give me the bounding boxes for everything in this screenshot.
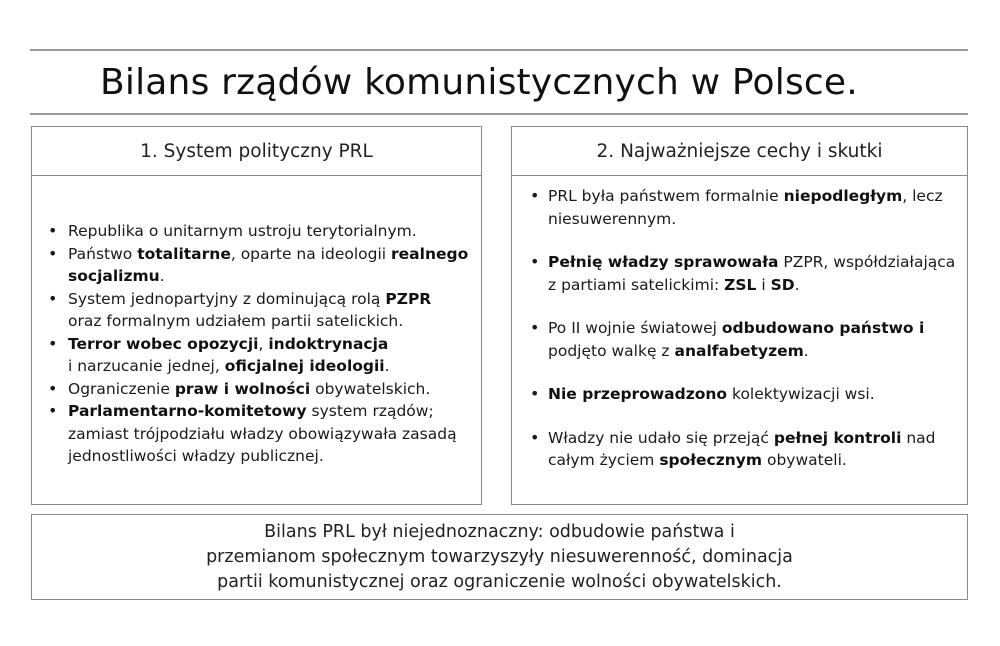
item-text: Republika o unitarnym ustroju terytorialnym.: [68, 222, 417, 240]
item-text: Po II wojnie światowej: [548, 319, 722, 337]
emphasis-text: Parlamentarno-komitetowy: [68, 402, 307, 420]
item-text: oraz formalnym udziałem partii satelickich.: [68, 312, 404, 330]
emphasis-text: SD: [770, 275, 795, 294]
item-text: obywateli.: [762, 451, 847, 469]
emphasis-text: indoktrynacja: [268, 334, 389, 353]
emphasis-text: pełnej kontroli: [773, 428, 902, 447]
political-system-heading: 1. System polityczny PRL: [32, 127, 481, 176]
emphasis-text: społecznym: [659, 451, 763, 469]
political-system-panel: [31, 126, 482, 505]
item-text: PRL była państwem formalnie: [548, 187, 784, 205]
summary-line: przemianom społecznym towarzyszyły niesuwerenność, dominacja: [206, 546, 793, 567]
list-item: [548, 185, 957, 230]
item-text: , oparte na ideologii: [230, 244, 392, 263]
list-item: [66, 400, 469, 468]
item-text: Ograniczenie: [68, 379, 175, 398]
emphasis-text: niepodległym: [783, 187, 903, 205]
emphasis-text: Pełnię władzy sprawowała: [548, 253, 779, 271]
emphasis-text: realnego socjalizmu: [68, 244, 469, 285]
item-text: .: [794, 275, 800, 294]
list-item: [548, 251, 957, 296]
emphasis-text: Nie przeprowadzono: [548, 385, 728, 403]
item-text: System jednopartyjny z dominującą rolą: [68, 289, 386, 308]
summary-line: Bilans PRL był niejednoznaczny: odbudowie państwa i: [264, 521, 735, 542]
page-title: Bilans rządów komunistycznych w Polsce.: [100, 62, 858, 103]
item-text: i narzucanie jednej,: [68, 357, 225, 375]
summary-box: [31, 514, 968, 600]
emphasis-text: odbudowano państwo i: [721, 319, 925, 337]
list-item: [66, 243, 469, 288]
features-effects-list: [512, 176, 967, 472]
political-system-list: [32, 176, 481, 468]
top-divider: [30, 49, 968, 51]
item-text: PZPR, współdziałająca z partiami satelickimi:: [548, 253, 956, 294]
list-item: [66, 333, 469, 356]
item-text: kolektywizacji wsi.: [727, 385, 875, 403]
emphasis-text: Terror wobec opozycji: [68, 334, 259, 353]
item-text: Władzy nie udało się przejąć: [548, 428, 774, 447]
list-item: [548, 427, 957, 472]
item-text: , lecz niesuwerennym.: [548, 187, 943, 228]
title-divider: [30, 113, 968, 115]
item-text: .: [384, 357, 390, 375]
list-item: [66, 288, 469, 333]
emphasis-text: analfabetyzem: [674, 341, 804, 360]
emphasis-text: totalitarne: [137, 244, 231, 263]
item-text: Państwo: [68, 244, 138, 263]
summary-line: partii komunistycznej oraz ograniczenie wolności obywatelskich.: [217, 571, 782, 592]
item-text: podjęto walkę z: [548, 341, 675, 360]
item-text: .: [803, 341, 809, 360]
item-text: .: [159, 267, 165, 285]
list-item: [66, 355, 469, 378]
list-item: [66, 220, 469, 243]
item-text: ,: [258, 334, 269, 353]
features-effects-heading: 2. Najważniejsze cechy i skutki: [512, 127, 967, 176]
features-effects-panel: [511, 126, 968, 505]
list-item: [66, 378, 469, 401]
item-text: i: [756, 275, 771, 294]
emphasis-text: praw i wolności: [174, 379, 311, 398]
emphasis-text: oficjalnej ideologii: [224, 357, 385, 375]
emphasis-text: PZPR: [385, 289, 432, 308]
item-text: obywatelskich.: [310, 379, 431, 398]
item-text: system rządów; zamiast trójpodziału władzy obowiązywała zasadą jednostliwości władzy publicznej.: [68, 402, 457, 465]
list-item: [548, 383, 957, 406]
item-text: nad całym życiem: [548, 428, 936, 469]
list-item: [548, 317, 957, 362]
emphasis-text: ZSL: [724, 275, 757, 294]
